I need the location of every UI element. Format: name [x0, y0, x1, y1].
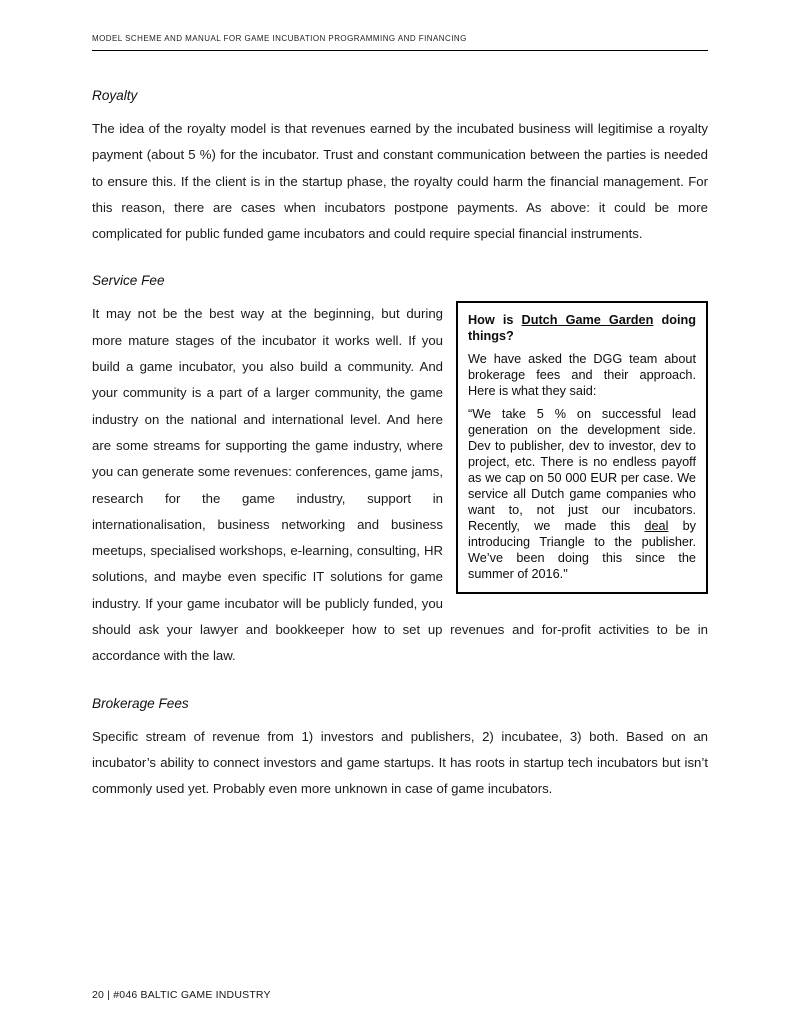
callout-intro-paragraph: We have asked the DGG team about brokerage fees and their approach. Here is what they said: [468, 352, 696, 399]
service-fee-paragraph: It may not be the best way at the beginning, but during more mature stages of the incubator it works well. If you build a game incubator, you also build a community. And your community is a part of a larger community, the game industry on the national and international level. And here are some streams for supporting the game industry, where you can generate some revenues: conferences, game jams, research for the game industry, support in internationalisation, business networking and business meetups, specialised workshops, e-learning, consulting, HR solutions, and maybe even specific IT solutions for game industry. If your game incubator will be publicly funded, you should ask your lawyer and bookkeeper how to set up revenues and for-profit activities to be in accordance with the law. [92, 306, 708, 664]
dutch-game-garden-link[interactable]: Dutch Game Garden [521, 313, 654, 328]
footer-text: 20 | #046 BALTIC GAME INDUSTRY [92, 989, 271, 1001]
service-fee-section [92, 301, 708, 669]
heading-service-fee: Service Fee [92, 273, 165, 289]
callout-title [468, 312, 696, 344]
callout-quote-text-post: by introducing Triangle to the publisher. We’ve been doing this since the summer of 2016." [468, 519, 696, 582]
callout-quote-paragraph [468, 406, 696, 582]
running-head: MODEL SCHEME AND MANUAL FOR GAME INCUBATION PROGRAMMING AND FINANCING [92, 34, 467, 43]
heading-brokerage-fees: Brokerage Fees [92, 695, 189, 711]
page-footer [92, 989, 271, 1001]
deal-link[interactable]: deal [644, 519, 669, 534]
callout-title-text-pre: How is [468, 313, 522, 328]
dgg-callout-box [456, 301, 708, 594]
page-content [92, 51, 708, 803]
royalty-paragraph: The idea of the royalty model is that revenues earned by the incubated business will legitimise a royalty payment (about 5 %) for the incubator. Trust and constant communication between the parties is needed to ensure this. If the client is in the startup phase, the royalty could harm the financial management. For this reason, there are cases when incubators postpone payments. As above: it could be more complicated for public funded game incubators and could require special financial instruments. [92, 121, 708, 242]
callout-quote-text-pre: “We take 5 % on successful lead generation on the development side. Dev to publisher, dev to investor, dev to project, etc. There is no endless payoff as we cap on 50 000 EUR per case. We service all Dutch game companies who want to, not just our incubators. Recently, we made this [468, 407, 696, 534]
page-header [92, 34, 708, 51]
callout-title-text-post: doing things? [468, 313, 696, 344]
heading-royalty: Royalty [92, 88, 138, 103]
brokerage-fees-paragraph: Specific stream of revenue from 1) investors and publishers, 2) incubatee, 3) both. Based on an incubator’s ability to connect investors and game startups. It has roots in startup tech incubators but isn’t commonly used yet. Probably even more unknown in case of game incubators. [92, 728, 708, 797]
